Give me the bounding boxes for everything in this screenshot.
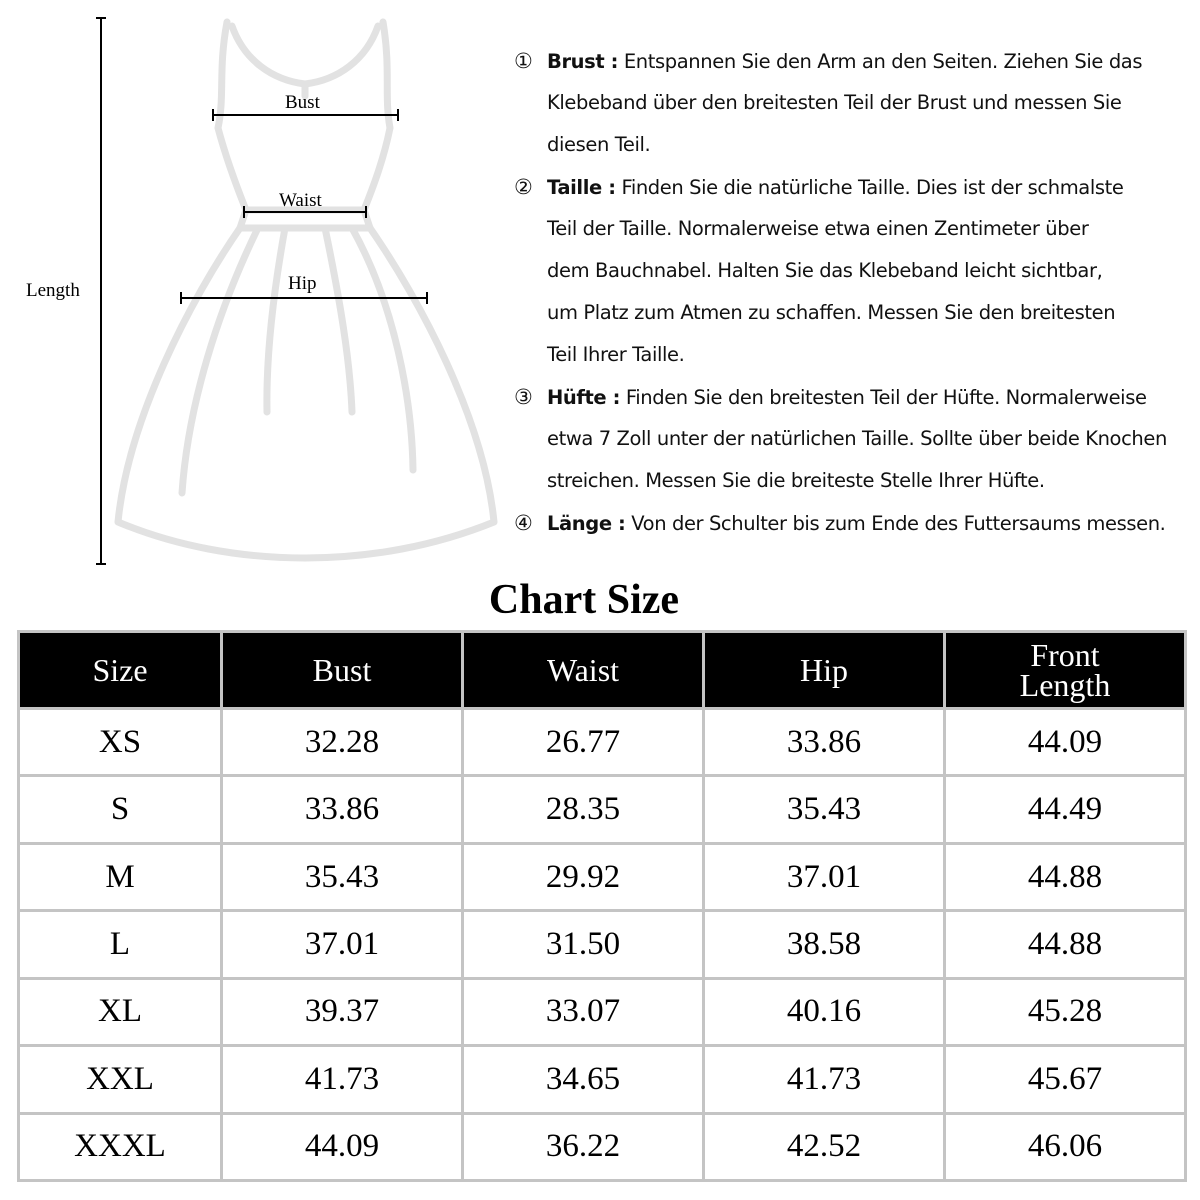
number-1-icon: ① <box>514 49 533 73</box>
length-label: Length <box>26 280 80 301</box>
cell-front-length: 44.88 <box>945 843 1186 910</box>
number-2-icon: ② <box>514 175 533 199</box>
header-waist: Waist <box>463 632 704 709</box>
size-chart-table <box>17 630 1187 1182</box>
instruction-text: Klebeband über den breitesten Teil der Brust und messen Sie <box>547 91 1122 114</box>
header-bust: Bust <box>222 632 463 709</box>
cell-size: M <box>19 843 222 910</box>
cell-front-length: 44.88 <box>945 911 1186 978</box>
instruction-bust <box>514 40 1194 82</box>
instruction-text: streichen. Messen Sie die breiteste Stelle Ihrer Hüfte. <box>547 469 1045 492</box>
cell-size: L <box>19 911 222 978</box>
cell-hip: 37.01 <box>704 843 945 910</box>
instruction-term: Brust : <box>547 50 619 73</box>
instruction-text: etwa 7 Zoll unter der natürlichen Taille. Sollte über beide Knochen <box>547 427 1167 450</box>
bust-label: Bust <box>285 92 320 113</box>
cell-waist: 28.35 <box>463 776 704 843</box>
table-row <box>19 776 1186 843</box>
instruction-text: Von der Schulter bis zum Ende des Futtersaums messen. <box>631 512 1166 535</box>
cell-bust: 33.86 <box>222 776 463 843</box>
cell-bust: 39.37 <box>222 978 463 1045</box>
instruction-term: Länge : <box>547 512 626 535</box>
number-4-icon: ④ <box>514 511 533 535</box>
table-header-row <box>19 632 1186 709</box>
instruction-text: Entspannen Sie den Arm an den Seiten. Ziehen Sie das <box>623 50 1143 73</box>
cell-hip: 38.58 <box>704 911 945 978</box>
cell-front-length: 46.06 <box>945 1113 1186 1180</box>
cell-bust: 37.01 <box>222 911 463 978</box>
cell-bust: 35.43 <box>222 843 463 910</box>
cell-waist: 29.92 <box>463 843 704 910</box>
measuring-instructions <box>514 40 1194 544</box>
header-front-length <box>945 632 1186 709</box>
cell-front-length: 45.67 <box>945 1046 1186 1113</box>
instruction-text: um Platz zum Atmen zu schaffen. Messen Sie den breitesten <box>547 301 1116 324</box>
hip-label: Hip <box>288 273 317 294</box>
cell-bust: 32.28 <box>222 709 463 776</box>
instruction-term: Taille : <box>547 176 616 199</box>
header-size: Size <box>19 632 222 709</box>
waist-label: Waist <box>279 190 322 211</box>
instruction-text: diesen Teil. <box>547 133 651 156</box>
table-row <box>19 1046 1186 1113</box>
measurement-diagram <box>0 0 510 580</box>
table-row <box>19 1113 1186 1180</box>
table-row <box>19 911 1186 978</box>
table-row <box>19 843 1186 910</box>
cell-bust: 41.73 <box>222 1046 463 1113</box>
instruction-text: Teil Ihrer Taille. <box>547 343 685 366</box>
number-3-icon: ③ <box>514 385 533 409</box>
cell-waist: 34.65 <box>463 1046 704 1113</box>
cell-hip: 35.43 <box>704 776 945 843</box>
instruction-text: Finden Sie die natürliche Taille. Dies ist der schmalste <box>621 176 1124 199</box>
cell-hip: 33.86 <box>704 709 945 776</box>
cell-waist: 36.22 <box>463 1113 704 1180</box>
cell-waist: 33.07 <box>463 978 704 1045</box>
cell-waist: 31.50 <box>463 911 704 978</box>
header-hip: Hip <box>704 632 945 709</box>
cell-size: XL <box>19 978 222 1045</box>
header-front-length-line2: Length <box>1019 667 1111 703</box>
instruction-length <box>514 502 1194 544</box>
cell-front-length: 45.28 <box>945 978 1186 1045</box>
instruction-term: Hüfte : <box>547 386 621 409</box>
cell-size: XXL <box>19 1046 222 1113</box>
cell-hip: 42.52 <box>704 1113 945 1180</box>
cell-bust: 44.09 <box>222 1113 463 1180</box>
table-row <box>19 978 1186 1045</box>
header-front-length-line1: Front <box>1030 637 1100 673</box>
cell-front-length: 44.49 <box>945 776 1186 843</box>
chart-title: Chart Size <box>488 577 680 623</box>
instruction-waist <box>514 166 1194 208</box>
instruction-text: dem Bauchnabel. Halten Sie das Klebeband leicht sichtbar, <box>547 259 1103 282</box>
cell-hip: 41.73 <box>704 1046 945 1113</box>
cell-waist: 26.77 <box>463 709 704 776</box>
instruction-text: Teil der Taille. Normalerweise etwa einen Zentimeter über <box>547 217 1089 240</box>
cell-hip: 40.16 <box>704 978 945 1045</box>
instruction-hip <box>514 376 1194 418</box>
cell-size: XXXL <box>19 1113 222 1180</box>
instruction-text: Finden Sie den breitesten Teil der Hüfte. Normalerweise <box>625 386 1147 409</box>
cell-front-length: 44.09 <box>945 709 1186 776</box>
table-row <box>19 709 1186 776</box>
cell-size: XS <box>19 709 222 776</box>
cell-size: S <box>19 776 222 843</box>
